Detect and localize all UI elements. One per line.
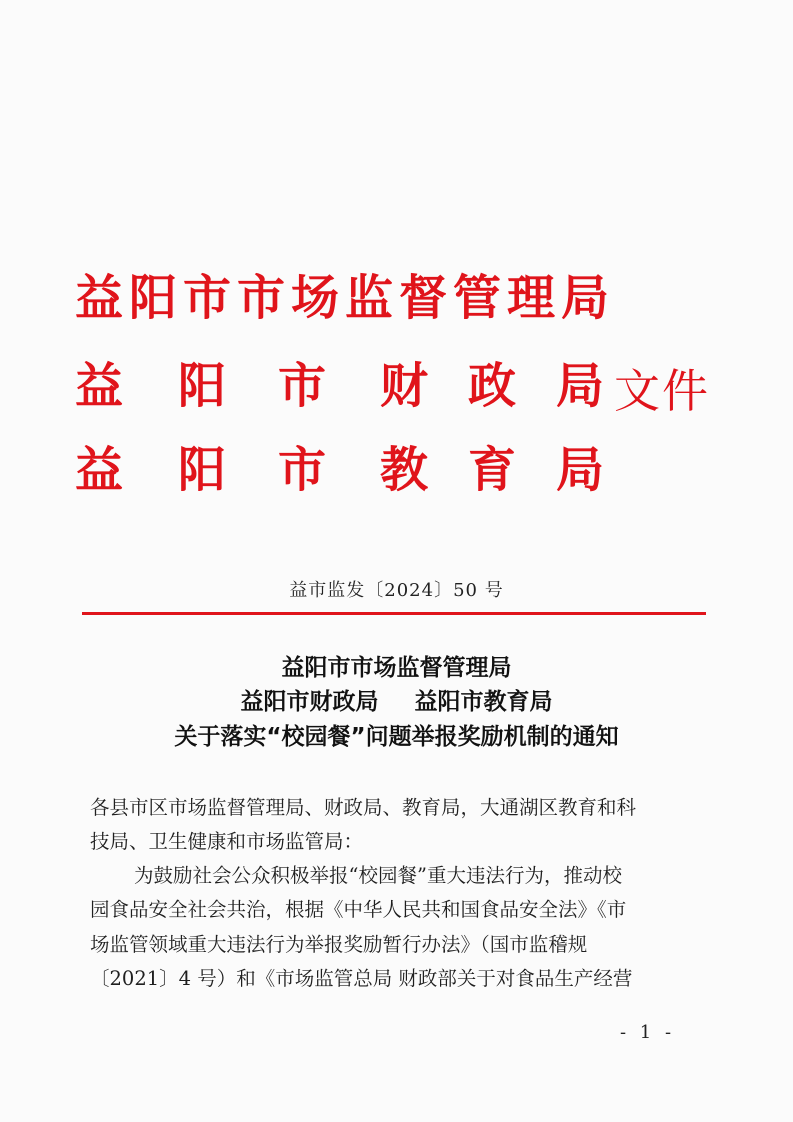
header-issuer-2-char: 市 xyxy=(278,358,327,414)
header-issuer-2-char: 政 xyxy=(468,358,517,414)
header-issuer-3-char: 阳 xyxy=(178,442,227,498)
red-separator-line xyxy=(82,612,706,615)
header-issuer-3-char: 育 xyxy=(468,442,517,498)
title-line-1: 益阳市市场监督管理局 xyxy=(281,655,512,681)
body-line: 技局、卫生健康和市场监管局： xyxy=(90,830,364,853)
title-line-2-issuer-a: 益阳市财政局 xyxy=(240,689,379,715)
header-issuer-1: 益阳市市场监督管理局 xyxy=(75,270,616,326)
header-issuer-3 xyxy=(0,442,793,502)
title-line-2-issuer-b: 益阳市教育局 xyxy=(414,689,553,715)
document-number: 益市监发〔2024〕50 号 xyxy=(289,580,504,601)
header-issuer-2-char: 益 xyxy=(75,358,124,414)
body-line: 为鼓励社会公众积极举报“校园餐”重大违法行为，推动校 xyxy=(134,864,622,887)
title-line-2 xyxy=(0,683,793,716)
header-document-suffix: 文件 xyxy=(614,364,710,418)
page-number: - 1 - xyxy=(620,1022,676,1043)
body-line: 园食品安全社会共治，根据《中华人民共和国食品安全法》《市 xyxy=(90,898,627,921)
title-line-3: 关于落实“校园餐”问题举报奖励机制的通知 xyxy=(174,724,619,750)
body-line: 各县市区市场监督管理局、财政局、教育局，大通湖区教育和科 xyxy=(90,796,637,819)
header-issuer-3-char: 教 xyxy=(380,442,429,498)
header-issuer-3-char: 局 xyxy=(556,442,605,498)
body-line: 〔2021〕4 号）和《市场监管总局 财政部关于对食品生产经营 xyxy=(90,967,633,990)
header-issuer-3-char: 益 xyxy=(75,442,124,498)
header-issuer-2-char: 阳 xyxy=(178,358,227,414)
body-line: 场监管领域重大违法行为举报奖励暂行办法》（国市监稽规 xyxy=(90,933,588,956)
header-issuer-2-char: 局 xyxy=(556,358,605,414)
header-issuer-2-char: 财 xyxy=(380,358,429,414)
header-issuer-3-char: 市 xyxy=(278,442,327,498)
